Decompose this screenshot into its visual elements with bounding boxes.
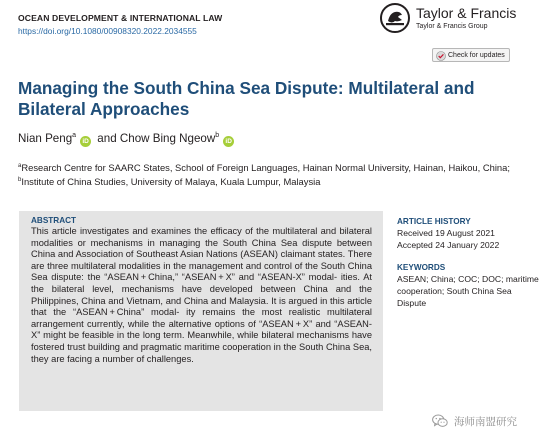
affiliation-text: Research Centre for SAARC States, School of Foreign Languages, Hainan Normal University, Hainan, Haikou, China;	[21, 162, 510, 173]
affiliations	[18, 161, 538, 188]
abstract-box	[19, 211, 383, 411]
author-affiliation-marker: a	[72, 132, 77, 140]
author-conjunction: and	[97, 132, 117, 145]
keywords-list: ASEAN; China; COC; DOC; maritime cooperation; South China Sea Dispute	[397, 274, 539, 308]
check-for-updates-button[interactable]	[432, 48, 510, 62]
watermark-text: 海师南盟研究	[454, 415, 517, 428]
author-list	[18, 132, 237, 147]
orcid-icon[interactable]: iD	[80, 136, 91, 147]
orcid-icon[interactable]: iD	[223, 136, 234, 147]
journal-name: OCEAN DEVELOPMENT & INTERNATIONAL LAW	[18, 13, 223, 23]
author-affiliation-marker: b	[215, 132, 220, 140]
article-title: Managing the South China Sea Dispute: Multilateral and Bilateral Approaches	[18, 78, 475, 119]
publisher-logo-icon	[380, 3, 410, 33]
affiliation-marker: b	[18, 176, 22, 183]
doi-link[interactable]: https://doi.org/10.1080/00908320.2022.2034555	[18, 26, 197, 36]
affiliation-marker: a	[18, 162, 22, 169]
publisher-name: Taylor & Francis	[416, 5, 517, 21]
wechat-icon	[432, 414, 448, 428]
accepted-date: Accepted 24 January 2022	[397, 239, 500, 250]
publisher-logo	[380, 3, 550, 37]
check-updates-label: Check for updates	[448, 52, 505, 59]
affiliation-text: Institute of China Studies, University of Malaya, Kuala Lumpur, Malaysia	[21, 175, 321, 187]
author-name[interactable]: Chow Bing Ngeow	[119, 132, 216, 145]
author-name[interactable]: Nian Peng	[18, 132, 73, 145]
abstract-heading: ABSTRACT	[31, 216, 77, 225]
watermark	[432, 413, 517, 429]
received-date: Received 19 August 2021	[397, 228, 495, 238]
keywords-heading: KEYWORDS	[397, 263, 446, 272]
check-updates-icon	[436, 51, 446, 61]
article-history	[397, 228, 499, 252]
abstract-text: This article investigates and examines the efficacy of the multilateral and bilateral modalities or mechanisms in managing the South China Sea dispute between China and Association of Southeast Asian Nations (ASEAN) claimant states. There are three multilateral modalities in the management and control of the South China Sea dispute: the “ASEAN + China,” “ASEAN + X” and “ASEAN-X” modal- ities. At the bilateral level, mechanisms have developed between China and the Philippines, China and Vietnam, and China and Malaysia. It is argued in this article that the “ASEAN + China” modal- ity remains the most realistic multilateral arrangement currently, while the alternative options of “ASEAN + X” and “ASEAN-X” might be feasible in the long term. Meanwhile, while bilateral mechanisms have fostered trust building and pragmatic maritime cooperation in the South China Sea, they are facing a number of challenges.	[31, 226, 372, 364]
publisher-group: Taylor & Francis Group	[416, 23, 488, 30]
article-history-heading: ARTICLE HISTORY	[397, 217, 471, 226]
